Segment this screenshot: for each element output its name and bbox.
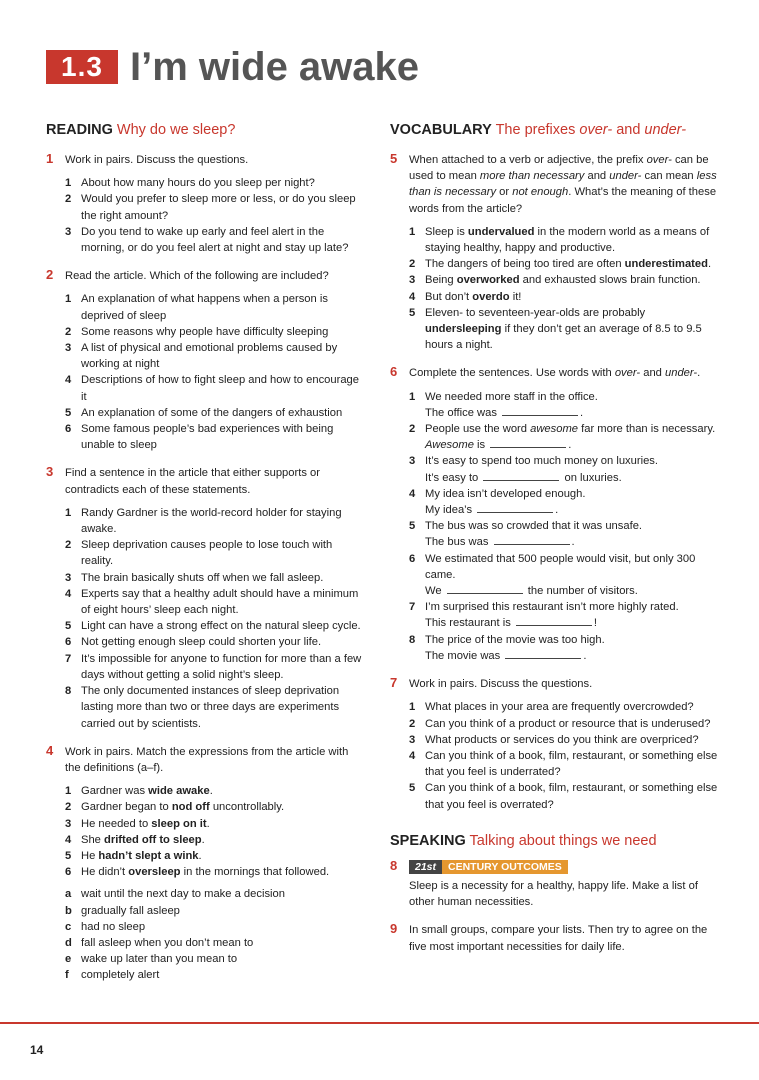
exercise-instruction: Find a sentence in the article that either supports or contradicts each of these statements.: [65, 467, 320, 496]
list-item: [409, 389, 720, 421]
instruction-part: . What’s the meaning of these words from the article?: [409, 186, 717, 215]
item-text: completely alert: [81, 969, 160, 982]
answer-line: [425, 437, 720, 453]
item-number: 1: [65, 293, 72, 306]
item-text: The price of the movie was too high.: [425, 633, 605, 646]
list-item: [65, 919, 366, 935]
list-item: [65, 783, 366, 799]
item-number: c: [65, 920, 72, 933]
exercise-4-items: [46, 783, 366, 880]
list-item: [409, 551, 720, 600]
item-number: 6: [65, 423, 72, 436]
instruction-part: not enough: [512, 186, 569, 199]
item-number: 6: [65, 636, 72, 649]
item-text: wait until the next day to make a decision: [81, 888, 285, 901]
answer-text: is: [473, 439, 489, 452]
answer-line: [425, 502, 720, 518]
list-item: [409, 224, 720, 256]
item-expression: underestimated: [624, 258, 708, 271]
item-text: Sleep is: [425, 225, 468, 238]
item-number: 8: [409, 633, 416, 646]
list-item: [409, 732, 720, 748]
item-text: in the mornings that followed.: [180, 866, 330, 879]
list-item: [65, 683, 366, 732]
item-text: Randy Gardner is the world-record holder for staying awake.: [81, 506, 342, 536]
answer-text: The office was: [425, 406, 501, 419]
instruction-part: can be used to mean: [409, 154, 709, 183]
instruction-part: under-: [609, 170, 642, 183]
item-number: 3: [409, 274, 416, 287]
right-column: [390, 120, 720, 955]
list-item: [409, 632, 720, 664]
instruction-part: less than is necessary: [409, 170, 717, 199]
subtitle-part: The prefixes: [495, 122, 580, 138]
list-item: [409, 486, 720, 518]
exercise-instruction: Sleep is a necessity for a healthy, happy life. Make a list of other human necessities.: [409, 879, 698, 909]
exercise-8: [390, 859, 720, 911]
exercise-6: [390, 365, 720, 381]
item-text: .: [209, 785, 213, 798]
exercise-number: 1: [46, 151, 54, 166]
answer-line: [425, 648, 720, 664]
item-number: 4: [65, 833, 72, 846]
item-text: It’s easy to spend too much money on luxuries.: [425, 455, 658, 468]
item-text: It’s impossible for anyone to function for more than a few days without getting a solid night’s sleep.: [81, 652, 362, 681]
exercise-number: 7: [390, 675, 398, 691]
unit-title: I’m wide awake: [130, 45, 420, 89]
answer-text: .: [568, 439, 572, 452]
list-item: [65, 848, 366, 864]
list-item: [65, 634, 366, 650]
exercise-number: 6: [390, 364, 398, 380]
item-text: Descriptions of how to fight sleep and how to encourage it: [81, 374, 359, 403]
list-item: [409, 518, 720, 550]
item-text: The brain basically shuts off when we fall asleep.: [81, 571, 324, 584]
item-number: f: [65, 969, 69, 982]
item-text: .: [201, 833, 205, 846]
answer-text: !: [593, 617, 598, 630]
list-item: [65, 816, 366, 832]
list-item: [409, 453, 720, 485]
item-text: An explanation of some of the dangers of exhaustion: [81, 406, 343, 419]
exercise-number: 9: [390, 921, 398, 937]
item-number: 2: [409, 258, 416, 271]
list-item: [65, 191, 366, 223]
list-item: [65, 505, 366, 537]
item-number: b: [65, 904, 72, 917]
answer-text: The bus was: [425, 536, 492, 549]
answer-text: My idea’s: [425, 504, 476, 517]
item-number: 8: [65, 685, 72, 698]
item-text: We needed more staff in the office.: [425, 390, 598, 403]
list-item: [65, 421, 366, 453]
item-number: 3: [409, 455, 416, 468]
answer-text: .: [571, 536, 575, 549]
item-number: 4: [65, 587, 72, 600]
answer-line: [425, 534, 720, 550]
item-text: He needed to: [81, 817, 152, 830]
exercise-instruction: [409, 152, 720, 217]
item-number: 6: [409, 552, 416, 565]
item-expression: hadn’t slept a wink: [98, 849, 199, 862]
instruction-part: or: [496, 186, 513, 199]
exercise-2-items: [46, 291, 366, 453]
item-number: 2: [65, 325, 72, 338]
page-number: 14: [30, 1043, 44, 1057]
item-expression: overworked: [456, 274, 520, 287]
item-number: 2: [65, 193, 72, 206]
answer-line: [425, 583, 720, 599]
item-number: 5: [409, 520, 416, 533]
item-text: Can you think of a book, film, restaurant, or something else that you feel is overrated?: [425, 782, 718, 811]
list-item: [65, 291, 366, 323]
answer-blank: [477, 502, 553, 513]
exercise-1-items: [46, 175, 366, 256]
unit-number-badge: 1.3: [46, 50, 118, 84]
item-text: Not getting enough sleep could shorten your life.: [81, 636, 322, 649]
vocabulary-heading: [390, 120, 720, 140]
item-number: 1: [65, 506, 72, 519]
instruction-prefix: under-: [665, 367, 698, 380]
list-item: [65, 799, 366, 815]
badge-21st: 21st: [409, 860, 442, 874]
item-number: 5: [65, 620, 72, 633]
exercise-number: 8: [390, 857, 398, 873]
subtitle-prefix-over: over-: [579, 122, 613, 138]
answer-blank: [516, 615, 592, 626]
instruction-part: more than necessary: [479, 170, 585, 183]
instruction-prefix: over-: [614, 367, 641, 380]
exercise-number: 3: [46, 464, 54, 480]
item-expression: nod off: [171, 801, 210, 814]
list-item: [65, 832, 366, 848]
exercise-7-items: [390, 699, 720, 812]
item-number: 4: [409, 290, 416, 303]
item-number: 4: [65, 374, 72, 387]
exercise-5: [390, 152, 720, 217]
section-label: READING: [46, 122, 113, 138]
list-item: [65, 537, 366, 569]
item-text: Gardner began to: [81, 801, 172, 814]
item-text: But don’t: [425, 290, 473, 303]
item-number: 7: [409, 601, 416, 614]
exercise-5-items: [390, 224, 720, 354]
exercise-7: [390, 676, 720, 692]
exercise-2: [46, 268, 366, 284]
answer-text: .: [583, 649, 587, 662]
badge-outcomes: CENTURY OUTCOMES: [442, 860, 568, 874]
instruction-part: and: [584, 170, 610, 183]
item-number: 1: [409, 390, 416, 403]
item-text: Some reasons why people have difficulty sleeping: [81, 325, 329, 338]
item-text: and exhausted slows brain function.: [519, 274, 701, 287]
subtitle-prefix-under: under-: [644, 122, 687, 138]
instruction-part: and: [640, 367, 666, 380]
list-item: [65, 903, 366, 919]
item-number: 1: [65, 785, 72, 798]
answer-text: on luxuries.: [561, 471, 622, 484]
item-text: Would you prefer to sleep more or less, or do you sleep the right amount?: [81, 193, 356, 222]
item-number: 3: [409, 733, 416, 746]
exercise-instruction: Work in pairs. Match the expressions from the article with the definitions (a–f).: [65, 745, 349, 774]
item-text: fall asleep when you don’t mean to: [81, 936, 254, 949]
item-text: wake up later than you mean to: [81, 953, 238, 966]
instruction-part: can mean: [641, 170, 697, 183]
item-text: Experts say that a healthy adult should have a minimum of eight hours’ sleep each night.: [81, 587, 359, 617]
answer-text: the number of visitors.: [524, 585, 638, 598]
exercise-instruction: In small groups, compare your lists. Then try to agree on the five most important necessities for daily life.: [409, 924, 708, 953]
item-text: Can you think of a product or resource that is underused?: [425, 717, 711, 730]
section-subtitle: [496, 122, 687, 138]
item-text: An explanation of what happens when a person is deprived of sleep: [81, 293, 328, 322]
item-expression: sleep on it: [151, 817, 207, 830]
item-text: The dangers of being too tired are often: [425, 258, 625, 271]
list-item: [65, 586, 366, 618]
item-text: People use the word: [425, 423, 531, 436]
answer-text: This restaurant is: [425, 617, 514, 630]
item-number: 3: [65, 342, 72, 355]
item-expression: overdo: [472, 290, 510, 303]
item-number: 2: [65, 539, 72, 552]
exercise-instruction: [409, 365, 720, 381]
item-number: 1: [409, 701, 416, 714]
item-text: My idea isn’t developed enough.: [425, 487, 586, 500]
item-text: Some famous people’s bad experiences with being unable to sleep: [81, 423, 334, 452]
list-item: [65, 324, 366, 340]
item-number: 7: [65, 652, 72, 665]
list-item: [409, 256, 720, 272]
instruction-part: When attached to a verb or adjective, the prefix: [409, 154, 647, 166]
answer-blank: [502, 405, 578, 416]
subtitle-part: and: [612, 122, 645, 138]
item-text: .: [198, 849, 202, 862]
item-number: 4: [409, 487, 416, 500]
speaking-heading: [390, 831, 720, 851]
item-text: had no sleep: [81, 920, 146, 933]
list-item: [65, 651, 366, 683]
item-text: I’m surprised this restaurant isn’t more highly rated.: [425, 601, 679, 614]
list-item: [409, 699, 720, 715]
item-text: He: [81, 849, 99, 862]
item-expression: drifted off to sleep: [104, 833, 202, 846]
item-number: 5: [409, 782, 416, 795]
item-text: He didn’t: [81, 866, 129, 879]
item-text: What places in your area are frequently overcrowded?: [425, 701, 694, 714]
item-number: 2: [409, 423, 416, 436]
list-item: [409, 421, 720, 453]
answer-blank: [490, 437, 566, 448]
answer-line: [425, 405, 720, 421]
item-text: She: [81, 833, 105, 846]
instruction-part: Complete the sentences. Use words with: [409, 367, 615, 380]
item-text: Light can have a strong effect on the natural sleep cycle.: [81, 620, 361, 633]
item-text: Can you think of a book, film, restaurant, or something else that you feel is underrated?: [425, 749, 718, 779]
exercise-3-items: [46, 505, 366, 732]
exercise-9: [390, 922, 720, 954]
item-text: A list of physical and emotional problems caused by working at night: [81, 342, 338, 371]
item-text: About how many hours do you sleep per night?: [81, 177, 315, 190]
list-item: [65, 570, 366, 586]
item-number: 5: [65, 406, 72, 419]
list-item: [65, 935, 366, 951]
list-item: [65, 340, 366, 372]
exercise-1: [46, 152, 366, 168]
exercise-6-items: [390, 389, 720, 664]
answer-text: It’s easy to: [425, 471, 482, 484]
item-number: 4: [409, 749, 416, 762]
item-number: 3: [65, 225, 72, 238]
answer-blank: [483, 470, 559, 481]
item-number: 6: [65, 866, 72, 879]
exercise-instruction: Work in pairs. Discuss the questions.: [65, 154, 249, 166]
list-item: [65, 864, 366, 880]
list-item: [409, 780, 720, 812]
item-text: We estimated that 500 people would visit, but only 300 came.: [425, 552, 696, 581]
list-item: [409, 272, 720, 288]
reading-heading: [46, 120, 366, 140]
section-subtitle: Why do we sleep?: [116, 122, 236, 138]
item-number: 2: [65, 801, 72, 814]
list-item: [409, 599, 720, 631]
left-column: [46, 120, 366, 984]
list-item: [409, 305, 720, 354]
item-text: Sleep deprivation causes people to lose touch with reality.: [81, 539, 333, 568]
answer-blank: [505, 648, 581, 659]
list-item: [409, 716, 720, 732]
instruction-part: .: [697, 367, 701, 380]
answer-text: .: [555, 504, 559, 517]
item-number: 1: [409, 225, 416, 238]
item-text: far more than is necessary.: [578, 423, 716, 436]
answer-text: We: [425, 585, 445, 598]
item-text: The only documented instances of sleep deprivation lasting more than two or three days are experiments carried out by scientists.: [81, 685, 340, 730]
section-subtitle: Talking about things we need: [469, 832, 657, 849]
item-number: 3: [65, 817, 72, 830]
item-number: a: [65, 888, 72, 901]
exercise-instruction: Work in pairs. Discuss the questions.: [409, 678, 593, 691]
item-text: Being: [425, 274, 457, 287]
list-item: [65, 951, 366, 967]
list-item: [65, 405, 366, 421]
item-text: Eleven- to seventeen-year-olds are probably: [425, 306, 646, 319]
item-text: What products or services do you think are overpriced?: [425, 733, 699, 746]
item-text: .: [206, 817, 210, 830]
item-expression: oversleep: [128, 866, 181, 879]
list-item: [409, 748, 720, 780]
item-text: The bus was so crowded that it was unsafe.: [425, 520, 643, 533]
answer-text: Awesome: [425, 439, 474, 452]
exercise-4: [46, 744, 366, 776]
exercise-4-definitions: [46, 886, 366, 983]
item-number: 2: [409, 717, 416, 730]
list-item: [65, 175, 366, 191]
item-expression: wide awake: [148, 785, 210, 798]
item-number: d: [65, 936, 72, 949]
list-item: [65, 618, 366, 634]
item-expression: undersleeping: [425, 323, 502, 336]
answer-blank: [494, 534, 570, 545]
answer-blank: [447, 583, 523, 594]
list-item: [409, 289, 720, 305]
exercise-3: [46, 465, 366, 497]
list-item: [65, 886, 366, 902]
exercise-number: 5: [390, 151, 398, 166]
section-label: VOCABULARY: [390, 122, 492, 138]
item-text: uncontrollably.: [209, 801, 285, 814]
exercise-number: 2: [46, 267, 54, 283]
item-text: in the modern world as a means of staying healthy, happy and productive.: [425, 225, 710, 255]
list-item: [65, 372, 366, 404]
section-label: SPEAKING: [390, 832, 466, 849]
answer-text: The movie was: [425, 649, 504, 662]
list-item: [65, 224, 366, 256]
item-text: Gardner was: [81, 785, 149, 798]
list-item: [65, 967, 366, 983]
item-text: Do you tend to wake up early and feel alert in the morning, or do you feel alert at night and stay up late?: [81, 225, 349, 255]
exercise-instruction: Read the article. Which of the following are included?: [65, 270, 329, 283]
instruction-part: over-: [646, 154, 672, 166]
item-number: e: [65, 953, 72, 966]
footer-rule: [0, 1022, 759, 1024]
item-text: awesome: [530, 423, 578, 436]
answer-line: [425, 470, 720, 486]
item-text: gradually fall asleep: [81, 904, 180, 917]
exercise-number: 4: [46, 742, 54, 758]
item-number: 5: [65, 849, 72, 862]
item-number: 1: [65, 177, 72, 190]
item-text: it!: [509, 290, 522, 303]
item-number: 5: [409, 306, 416, 319]
item-text: if they don’t get an average of 8.5 to 9.5 hours a night.: [425, 323, 702, 352]
item-number: 3: [65, 571, 72, 584]
answer-line: [425, 615, 720, 631]
item-text: .: [707, 258, 712, 271]
century-outcomes-badge: [409, 860, 568, 874]
answer-text: .: [580, 406, 584, 419]
item-expression: undervalued: [467, 225, 535, 238]
